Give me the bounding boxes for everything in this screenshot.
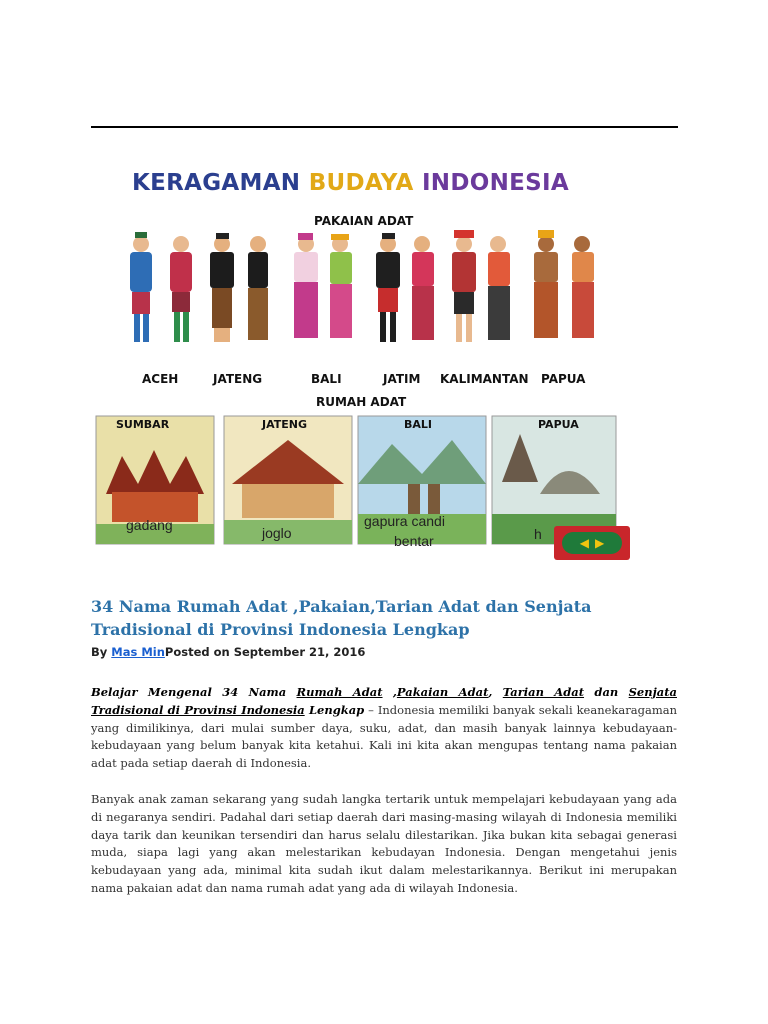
figure-jatim-man (376, 233, 400, 342)
byline (91, 645, 365, 659)
house-region-sumbar: SUMBAR (116, 418, 170, 431)
house-name-papua: h (534, 526, 542, 542)
figure-bali-man (294, 233, 318, 338)
region-label-jatim: JATIM (383, 372, 421, 386)
top-divider (91, 126, 678, 128)
slideshow-nav[interactable] (554, 526, 630, 560)
figure-kalimantan-woman (488, 236, 510, 340)
figure-jateng-man (210, 233, 234, 342)
sep-3: dan (584, 685, 629, 699)
house-heading: RUMAH ADAT (316, 395, 407, 409)
region-label-jateng: JATENG (213, 372, 263, 386)
prev-arrow-icon[interactable]: ◀ (579, 536, 589, 550)
link-tarian-adat[interactable]: Tarian Adat (502, 685, 585, 699)
house-name-joglo: joglo (262, 525, 292, 541)
house-region-jateng: JATENG (262, 418, 308, 431)
figure-kalimantan-man (452, 230, 476, 342)
title-word-1: KERAGAMAN (132, 170, 301, 196)
link-pakaian-adat[interactable]: Pakaian Adat (396, 685, 489, 699)
body-paragraph: Banyak anak zaman sekarang yang sudah langka tertarik untuk mempelajari kebudayaan yang ada di negaranya sendiri. Padahal dari setiap daerah dari masing-masing wilayah di Indonesia memiliki daya tarik dan keunikan tersendiri dan harus selalu dilestarikan. Jika bukan kita sebagai generasi muda, siapa lagi yang akan melestarikan kebudayan Indonesia. Dengan mengetahui jenis kebudayaan yang ada, minimal kita sudah ikut dalam melestarikannya. Berikut ini merupakan nama pakaian adat dan nama rumah adat yang ada di wilayah Indonesia. (91, 792, 677, 895)
sep-2: , (488, 685, 503, 699)
house-region-papua: PAPUA (538, 418, 579, 431)
posted-date: Posted on September 21, 2016 (164, 645, 366, 659)
sep-1: , (382, 685, 397, 699)
figure-bali-woman (330, 234, 352, 338)
culture-illustration (92, 144, 634, 562)
author-link[interactable]: Mas Min (111, 645, 165, 659)
illustration-title (132, 170, 602, 196)
link-senjata-tradisional[interactable]: Senjata Tradisional di Provinsi Indonesia (91, 685, 677, 717)
house-region-bali: BALI (404, 418, 432, 431)
region-label-aceh: ACEH (142, 372, 179, 386)
figure-aceh-woman (170, 236, 192, 342)
region-label-kalimantan: KALIMANTAN (440, 372, 529, 386)
intro-body: – Indonesia memiliki banyak sekali keanekaragaman yang dimilikinya, dari mulai sumber daya, suku, adat, dan masih banyak lainnya kebudayaan-kebudayaan yang belum banyak kita ketahui. Kali ini kita akan mengupas tentang nama pakaian adat pada setiap daerah di Indonesia. (91, 702, 677, 771)
figure-aceh-man (130, 232, 152, 342)
house-name-bentar: bentar (394, 533, 434, 549)
figure-papua-man (534, 230, 558, 338)
region-label-bali: BALI (311, 372, 342, 386)
next-arrow-icon[interactable]: ▶ (595, 536, 605, 550)
byline-prefix: By (91, 645, 112, 659)
house-name-gapura: gapura candi (364, 513, 445, 529)
title-word-2: BUDAYA (308, 170, 414, 196)
intro-paragraph (91, 684, 677, 773)
figure-papua-woman (572, 236, 594, 338)
illustration-art (92, 144, 634, 562)
figure-jateng-woman (248, 236, 268, 340)
figure-jatim-woman (412, 236, 434, 340)
article-title: 34 Nama Rumah Adat ,Pakaian,Tarian Adat dan Senjata Tradisional di Provinsi Indonesia Lengkap (91, 597, 592, 639)
title-word-3: INDONESIA (421, 170, 569, 196)
clothing-heading: PAKAIAN ADAT (314, 214, 414, 228)
link-rumah-adat[interactable]: Rumah Adat (296, 685, 383, 699)
house-name-gadang: gadang (126, 517, 173, 533)
region-label-papua: PAPUA (541, 372, 586, 386)
intro-text: Belajar Mengenal 34 Nama (91, 685, 297, 699)
intro-tail: Lengkap (304, 702, 365, 717)
